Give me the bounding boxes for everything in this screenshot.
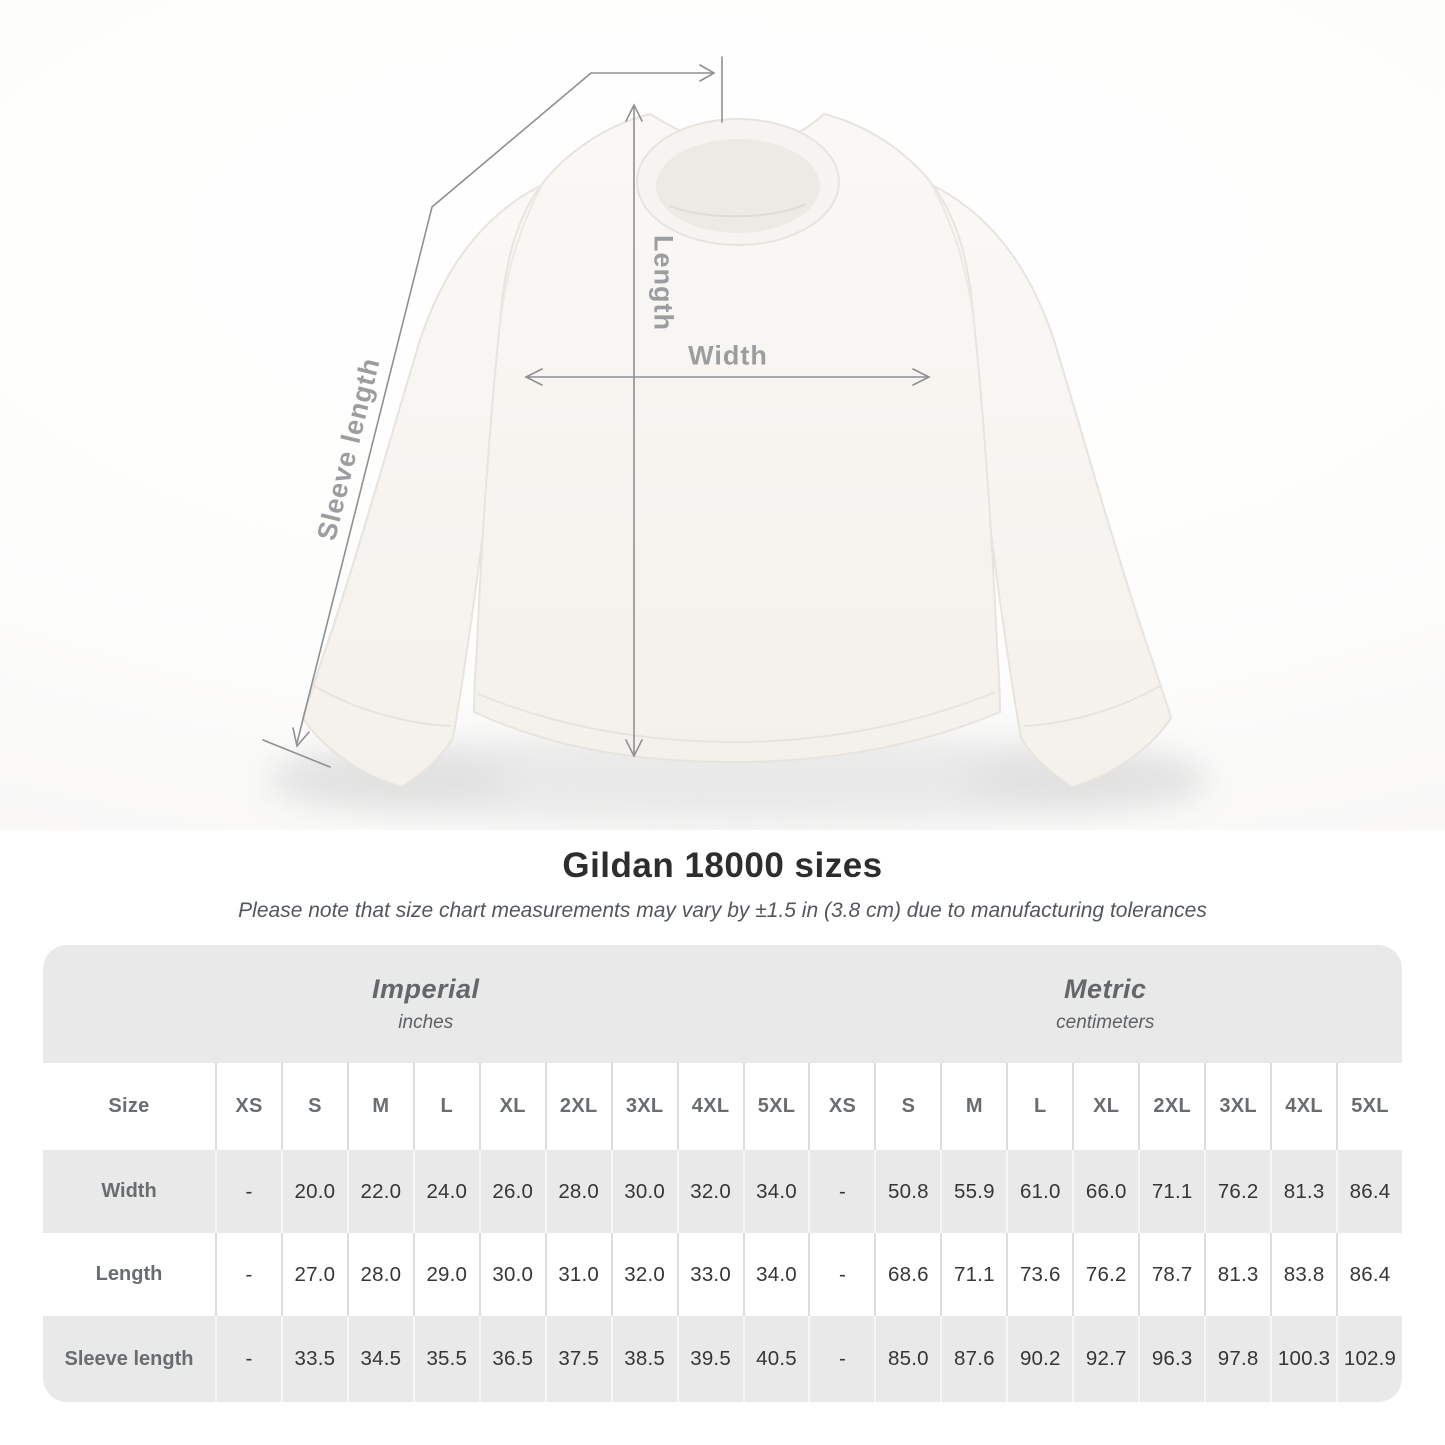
measurement-value: 32.0 [611,1233,677,1316]
size-column-header: 2XL [545,1063,611,1150]
size-column-header: XS [215,1063,281,1150]
measurement-value: 38.5 [611,1316,677,1402]
size-column-header: XL [479,1063,545,1150]
measurement-row [43,1316,1402,1402]
imperial-label: Imperial [371,974,480,1004]
size-column-header: 2XL [1138,1063,1204,1150]
metric-label: Metric [1063,974,1147,1004]
measurement-value: 76.2 [1204,1150,1270,1233]
measurement-value: 30.0 [611,1150,677,1233]
size-header-cell: Size [108,1095,150,1117]
measurement-value: 68.6 [874,1233,940,1316]
measurement-value: 35.5 [413,1316,479,1402]
measurement-value: 22.0 [347,1150,413,1233]
arrowhead-down-icon [293,728,309,746]
measurement-value: 24.0 [413,1150,479,1233]
size-column-header: S [281,1063,347,1150]
metric-unit: centimeters [1056,1012,1155,1033]
measurement-value: 102.9 [1336,1316,1402,1402]
measurement-value: 55.9 [940,1150,1006,1233]
measurement-value: 32.0 [677,1150,743,1233]
size-column-header: L [413,1063,479,1150]
measurement-value: 81.3 [1270,1150,1336,1233]
size-column-header: L [1006,1063,1072,1150]
measurement-value: 27.0 [281,1233,347,1316]
measurement-value: 76.2 [1072,1233,1138,1316]
row-label: Sleeve length [64,1347,194,1370]
measurement-value: 83.8 [1270,1233,1336,1316]
size-column-header: S [874,1063,940,1150]
measurement-value: 73.6 [1006,1233,1072,1316]
measurement-value: 87.6 [940,1316,1006,1402]
measurement-value: 34.0 [743,1150,809,1233]
measurement-value: - [808,1150,874,1233]
size-column-header: 5XL [1336,1063,1402,1150]
measurement-value: 92.7 [1072,1316,1138,1402]
measurement-value: 100.3 [1270,1316,1336,1402]
measurement-value: - [215,1233,281,1316]
measurement-value: - [808,1316,874,1402]
size-column-header: XL [1072,1063,1138,1150]
title-block [0,846,1445,923]
length-label: Length [648,235,679,331]
row-label: Width [101,1180,157,1202]
measurement-value: 71.1 [1138,1150,1204,1233]
measurement-value: 26.0 [479,1150,545,1233]
size-column-header: 5XL [743,1063,809,1150]
collar [637,119,839,245]
measurement-value: - [215,1316,281,1402]
metric-group-header [809,945,1403,1063]
row-label: Length [95,1263,163,1285]
measurement-value: 61.0 [1006,1150,1072,1233]
measurement-value: 96.3 [1138,1316,1204,1402]
size-column-header: 4XL [1270,1063,1336,1150]
measurement-value: 30.0 [479,1233,545,1316]
tolerance-note: Please note that size chart measurements may vary by ±1.5 in (3.8 cm) due to manufacturing tolerances [238,899,1207,922]
measurement-value: 31.0 [545,1233,611,1316]
measurement-value: 97.8 [1204,1316,1270,1402]
size-column-header: M [940,1063,1006,1150]
measurement-value: 66.0 [1072,1150,1138,1233]
measurement-value: 20.0 [281,1150,347,1233]
measurement-value: 34.5 [347,1316,413,1402]
measurement-value: - [215,1150,281,1233]
measurement-value: 36.5 [479,1316,545,1402]
measurement-value: 90.2 [1006,1316,1072,1402]
imperial-group-header [43,945,809,1063]
measurement-value: 78.7 [1138,1233,1204,1316]
size-column-header: 3XL [611,1063,677,1150]
measurement-value: 37.5 [545,1316,611,1402]
size-column-header: XS [808,1063,874,1150]
size-column-header: M [347,1063,413,1150]
measurement-value: 33.5 [281,1316,347,1402]
measurement-value: 71.1 [940,1233,1006,1316]
sleeve-length-label: Sleeve length [311,354,386,544]
measurement-value: 40.5 [743,1316,809,1402]
measurement-value: 81.3 [1204,1233,1270,1316]
measurement-row [43,1150,1402,1233]
size-column-header: 4XL [677,1063,743,1150]
measurement-value: 39.5 [677,1316,743,1402]
measurement-value: 29.0 [413,1233,479,1316]
size-header-row [43,1063,1402,1150]
measurement-row [43,1233,1402,1316]
measurement-value: 86.4 [1336,1233,1402,1316]
unit-group-header-row [43,945,1402,1063]
measurement-value: 86.4 [1336,1150,1402,1233]
page-title: Gildan 18000 sizes [562,846,883,885]
measurement-value: 28.0 [545,1150,611,1233]
size-table [43,945,1402,1402]
measurement-value: 28.0 [347,1233,413,1316]
measurement-value: - [808,1233,874,1316]
size-column-header: 3XL [1204,1063,1270,1150]
measurement-value: 85.0 [874,1316,940,1402]
measurement-value: 34.0 [743,1233,809,1316]
measurement-value: 33.0 [677,1233,743,1316]
measurement-value: 50.8 [874,1150,940,1233]
imperial-unit: inches [398,1012,454,1033]
width-label: Width [688,340,768,371]
